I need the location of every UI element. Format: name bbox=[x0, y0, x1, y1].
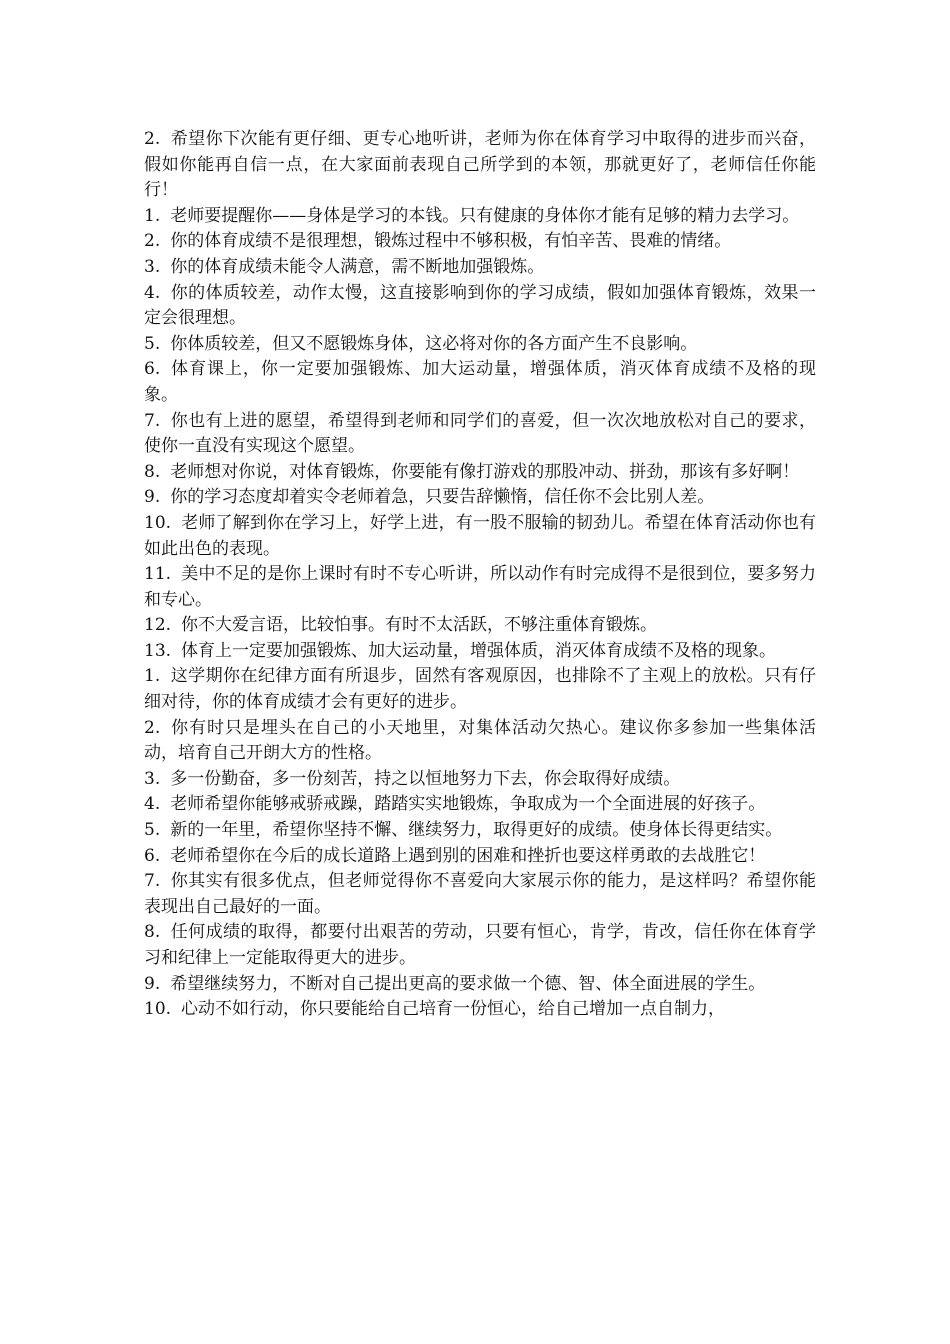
paragraph bbox=[144, 972, 816, 998]
paragraph-text: 你的体育成绩未能令人满意，需不断地加强锻炼。 bbox=[170, 256, 545, 277]
paragraph-text: 老师希望你能够戒骄戒躁，踏踏实实地锻炼，争取成为一个全面进展的好孩子。 bbox=[170, 794, 766, 815]
paragraph bbox=[144, 716, 816, 767]
paragraph-number: 7. bbox=[144, 871, 161, 892]
paragraph bbox=[144, 460, 816, 486]
paragraph bbox=[144, 357, 816, 408]
paragraph-number: 3. bbox=[144, 256, 161, 277]
paragraph-text: 你有时只是埋头在自己的小天地里，对集体活动欠热心。建议你多参加一些集体活动，培育自己开朗大方的性格。 bbox=[144, 717, 816, 764]
paragraph-number: 2. bbox=[144, 129, 161, 149]
paragraph bbox=[144, 869, 816, 920]
paragraph-number: 1. bbox=[144, 666, 161, 687]
paragraph-text: 希望继续努力，不断对自己提出更高的要求做一个德、智、体全面进展的学生。 bbox=[170, 973, 766, 994]
paragraph-text: 这学期你在纪律方面有所退步，固然有客观原因，也排除不了主观上的放松。只有仔细对待，你的体育成绩才会有更好的进步。 bbox=[144, 666, 816, 713]
paragraph bbox=[144, 844, 816, 870]
paragraph bbox=[144, 920, 816, 971]
paragraph bbox=[144, 511, 816, 562]
paragraph bbox=[144, 613, 816, 639]
paragraph-text: 老师想对你说，对体育锻炼，你要能有像打游戏的那股冲动、拼劲，那该有多好啊！ bbox=[170, 461, 800, 482]
paragraph-text: 老师希望你在今后的成长道路上遇到别的困难和挫折也要这样勇敢的去战胜它！ bbox=[170, 845, 766, 866]
paragraph-text: 新的一年里，希望你坚持不懈、继续努力，取得更好的成绩。使身体长得更结实。 bbox=[170, 820, 783, 841]
paragraph-number: 6. bbox=[144, 359, 161, 380]
paragraph bbox=[144, 281, 816, 332]
paragraph-number: 3. bbox=[144, 768, 161, 789]
paragraph bbox=[144, 332, 816, 358]
paragraph-text: 你的体质较差，动作太慢，这直接影响到你的学习成绩，假如加强体育锻炼，效果一定会很理想。 bbox=[144, 282, 816, 329]
paragraph-number: 8. bbox=[144, 922, 161, 943]
paragraph-text: 你的体育成绩不是很理想，锻炼过程中不够积极，有怕辛苦、畏难的情绪。 bbox=[170, 231, 732, 252]
paragraph bbox=[144, 818, 816, 844]
paragraph bbox=[144, 639, 816, 665]
paragraph-number: 6. bbox=[144, 845, 161, 866]
paragraph bbox=[144, 229, 816, 255]
paragraph-number: 11. bbox=[144, 564, 172, 585]
paragraph-text: 老师要提醒你——身体是学习的本钱。只有健康的身体你才能有足够的精力去学习。 bbox=[170, 205, 800, 226]
paragraph bbox=[144, 127, 816, 204]
paragraph-text: 老师了解到你在学习上，好学上进，有一股不服输的韧劲儿。希望在体育活动你也有如此出色的表现。 bbox=[144, 512, 816, 559]
paragraph-number: 4. bbox=[144, 794, 161, 815]
paragraph bbox=[144, 664, 816, 715]
paragraph-text: 体育课上，你一定要加强锻炼、加大运动量，增强体质，消灭体育成绩不及格的现象。 bbox=[144, 359, 816, 405]
paragraph-text: 心动不如行动，你只要能给自己培育一份恒心，给自己增加一点自制力， bbox=[181, 999, 726, 1020]
paragraph-text: 美中不足的是你上课时有时不专心听讲，所以动作有时完成得不是很到位，要多努力和专心。 bbox=[144, 564, 816, 610]
paragraph-number: 10. bbox=[144, 512, 172, 533]
paragraph-number: 10. bbox=[144, 999, 172, 1020]
paragraph-number: 8. bbox=[144, 461, 161, 482]
paragraph-text: 你的学习态度却着实令老师着急，只要告辞懒惰，信任你不会比别人差。 bbox=[170, 487, 715, 508]
paragraph-text: 你不大爱言语，比较怕事。有时不太活跃，不够注重体育锻炼。 bbox=[181, 615, 658, 636]
paragraph-text: 任何成绩的取得，都要付出艰苦的劳动，只要有恒心，肯学，肯改，信任你在体育学习和纪律上一定能取得更大的进步。 bbox=[144, 922, 816, 968]
paragraph-number: 2. bbox=[144, 717, 161, 738]
paragraph-text: 你其实有很多优点，但老师觉得你不喜爱向大家展示你的能力，是这样吗？希望你能表现出自己最好的一面。 bbox=[144, 871, 816, 917]
paragraph-number: 9. bbox=[144, 973, 161, 994]
paragraph-number: 4. bbox=[144, 282, 161, 303]
paragraph-number: 12. bbox=[144, 615, 172, 636]
paragraph bbox=[144, 409, 816, 460]
paragraph-text: 体育上一定要加强锻炼、加大运动量，增强体质，消灭体育成绩不及格的现象。 bbox=[181, 640, 777, 661]
paragraph-number: 13. bbox=[144, 640, 172, 661]
paragraph-number: 7. bbox=[144, 410, 161, 431]
paragraph bbox=[144, 255, 816, 281]
paragraph bbox=[144, 485, 816, 511]
paragraph bbox=[144, 204, 816, 230]
paragraph bbox=[144, 562, 816, 613]
paragraph-text: 你体质较差，但又不愿锻炼身体，这必将对你的各方面产生不良影响。 bbox=[170, 333, 698, 354]
document-page bbox=[144, 127, 816, 1023]
paragraph-text: 多一份勤奋，多一份刻苦，持之以恒地努力下去，你会取得好成绩。 bbox=[170, 768, 681, 789]
paragraph-text: 你也有上进的愿望，希望得到老师和同学们的喜爱，但一次次地放松对自己的要求，使你一直没有实现这个愿望。 bbox=[144, 410, 816, 457]
paragraph bbox=[144, 997, 816, 1023]
paragraph bbox=[144, 767, 816, 793]
paragraph-number: 9. bbox=[144, 487, 161, 508]
paragraph-text: 希望你下次能有更仔细、更专心地听讲，老师为你在体育学习中取得的进步而兴奋，假如你能再自信一点，在大家面前表现自己所学到的本领，那就更好了，老师信任你能行！ bbox=[144, 129, 816, 201]
paragraph-number: 1. bbox=[144, 205, 161, 226]
paragraph-number: 2. bbox=[144, 231, 161, 252]
paragraph-number: 5. bbox=[144, 333, 161, 354]
paragraph bbox=[144, 792, 816, 818]
paragraph-number: 5. bbox=[144, 820, 161, 841]
